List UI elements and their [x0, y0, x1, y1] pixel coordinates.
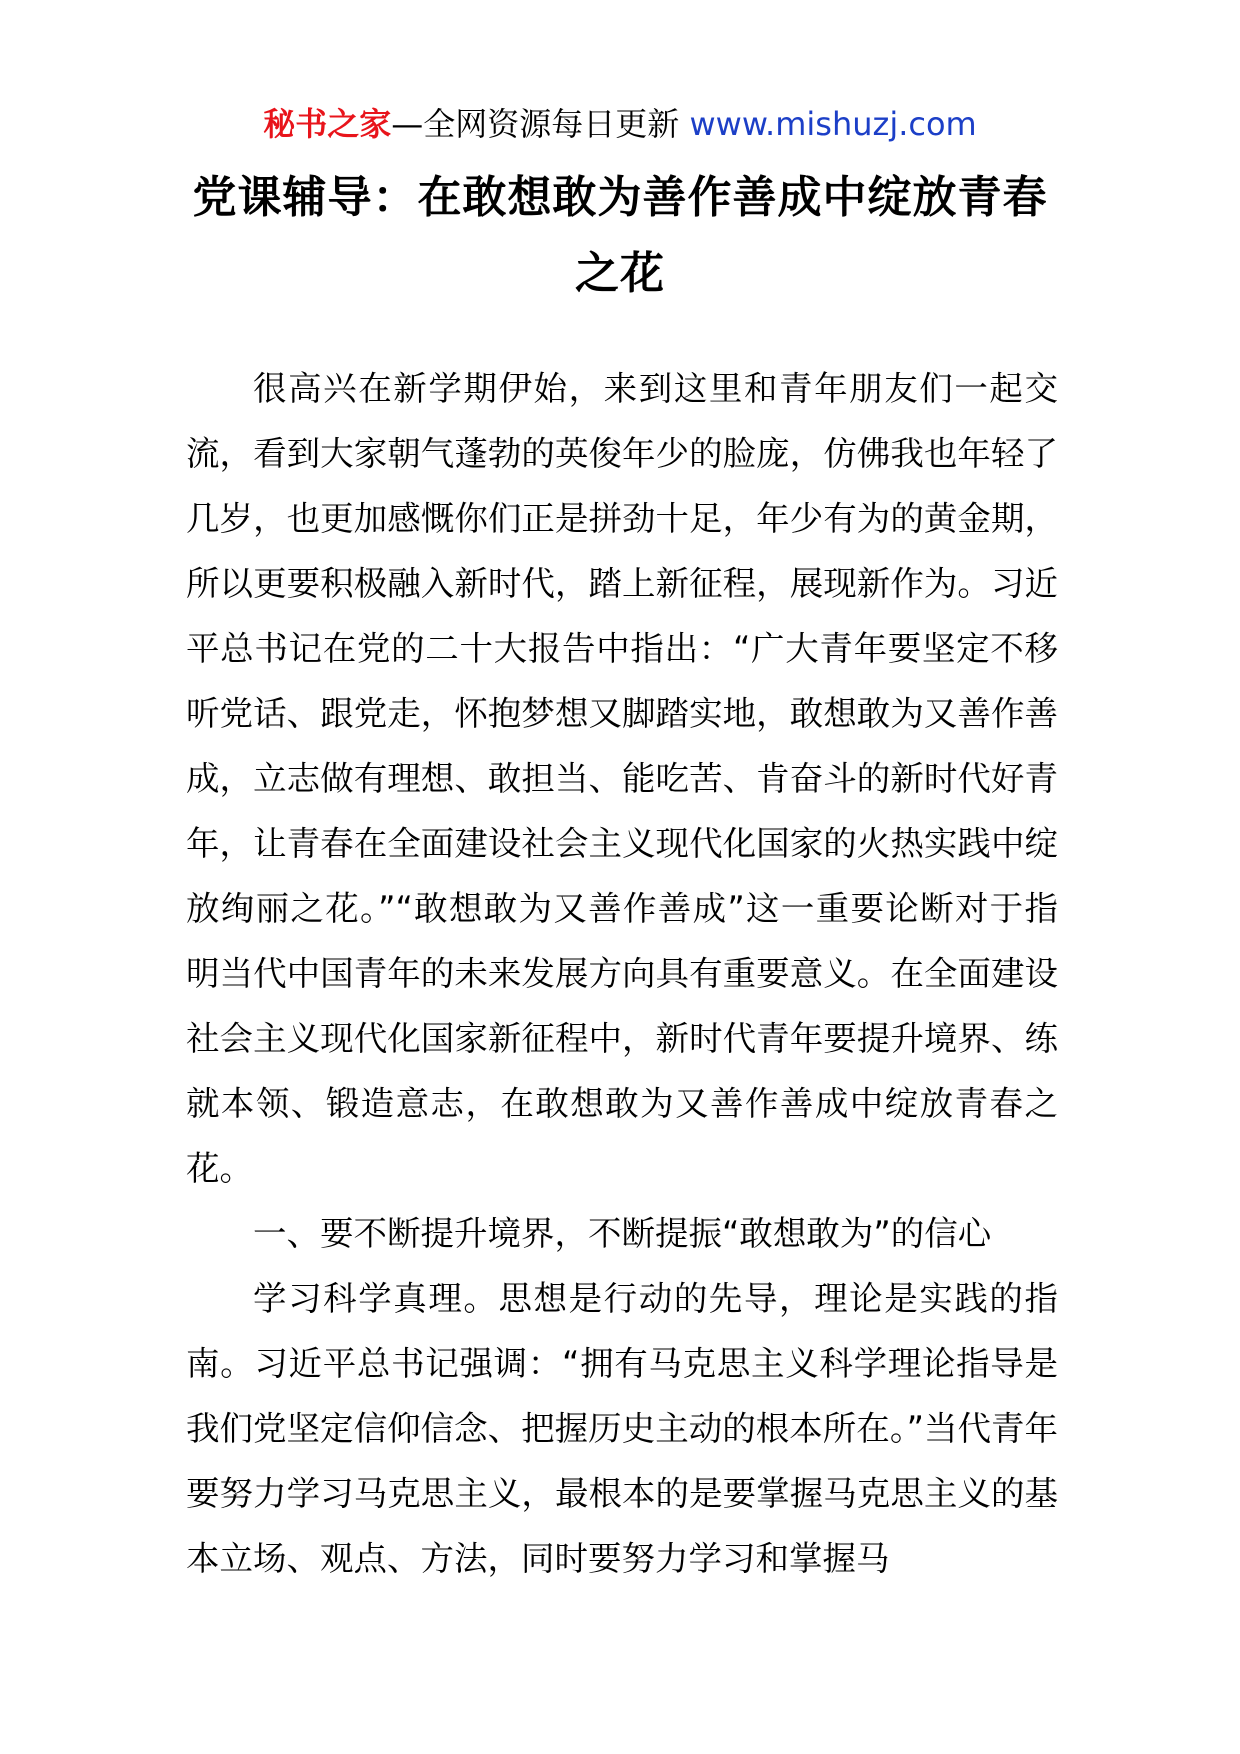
site-header [0, 100, 1240, 148]
intro-paragraph: 很高兴在新学期伊始，来到这里和青年朋友们一起交流，看到大家朝气蓬勃的英俊年少的脸庞，仿佛我也年轻了几岁，也更加感慨你们正是拼劲十足，年少有为的黄金期，所以更要积极融入新时代，踏上新征程，展现新作为。习近平总书记在党的二十大报告中指出：“广大青年要坚定不移听党话、跟党走，怀抱梦想又脚踏实地，敢想敢为又善作善成，立志做有理想、敢担当、能吃苦、肯奋斗的新时代好青年，让青春在全面建设社会主义现代化国家的火热实践中绽放绚丽之花。”“敢想敢为又善作善成”这一重要论断对于指明当代中国青年的未来发展方向具有重要意义。在全面建设社会主义现代化国家新征程中，新时代青年要提升境界、练就本领、锻造意志，在敢想敢为又善作善成中绽放青春之花。 [186, 369, 1058, 1188]
header-tagline: —全网资源每日更新 [391, 105, 690, 143]
document-body [186, 356, 1058, 1591]
site-url-link[interactable]: www.mishuzj.com [689, 105, 977, 143]
document-title: 党课辅导：在敢想敢为善作善成中绽放青春之花 [192, 172, 1048, 299]
brand-name: 秘书之家 [263, 105, 392, 143]
section-paragraph: 学习科学真理。思想是行动的先导，理论是实践的指南。习近平总书记强调：“拥有马克思主义科学理论指导是我们党坚定信仰信念、把握历史主动的根本所在。”当代青年要努力学习马克思主义，最根本的是要掌握马克思主义的基本立场、观点、方法，同时要努力学习和掌握马 [186, 1279, 1058, 1578]
section-heading: 一、要不断提升境界，不断提振“敢想敢为”的信心 [253, 1214, 992, 1253]
